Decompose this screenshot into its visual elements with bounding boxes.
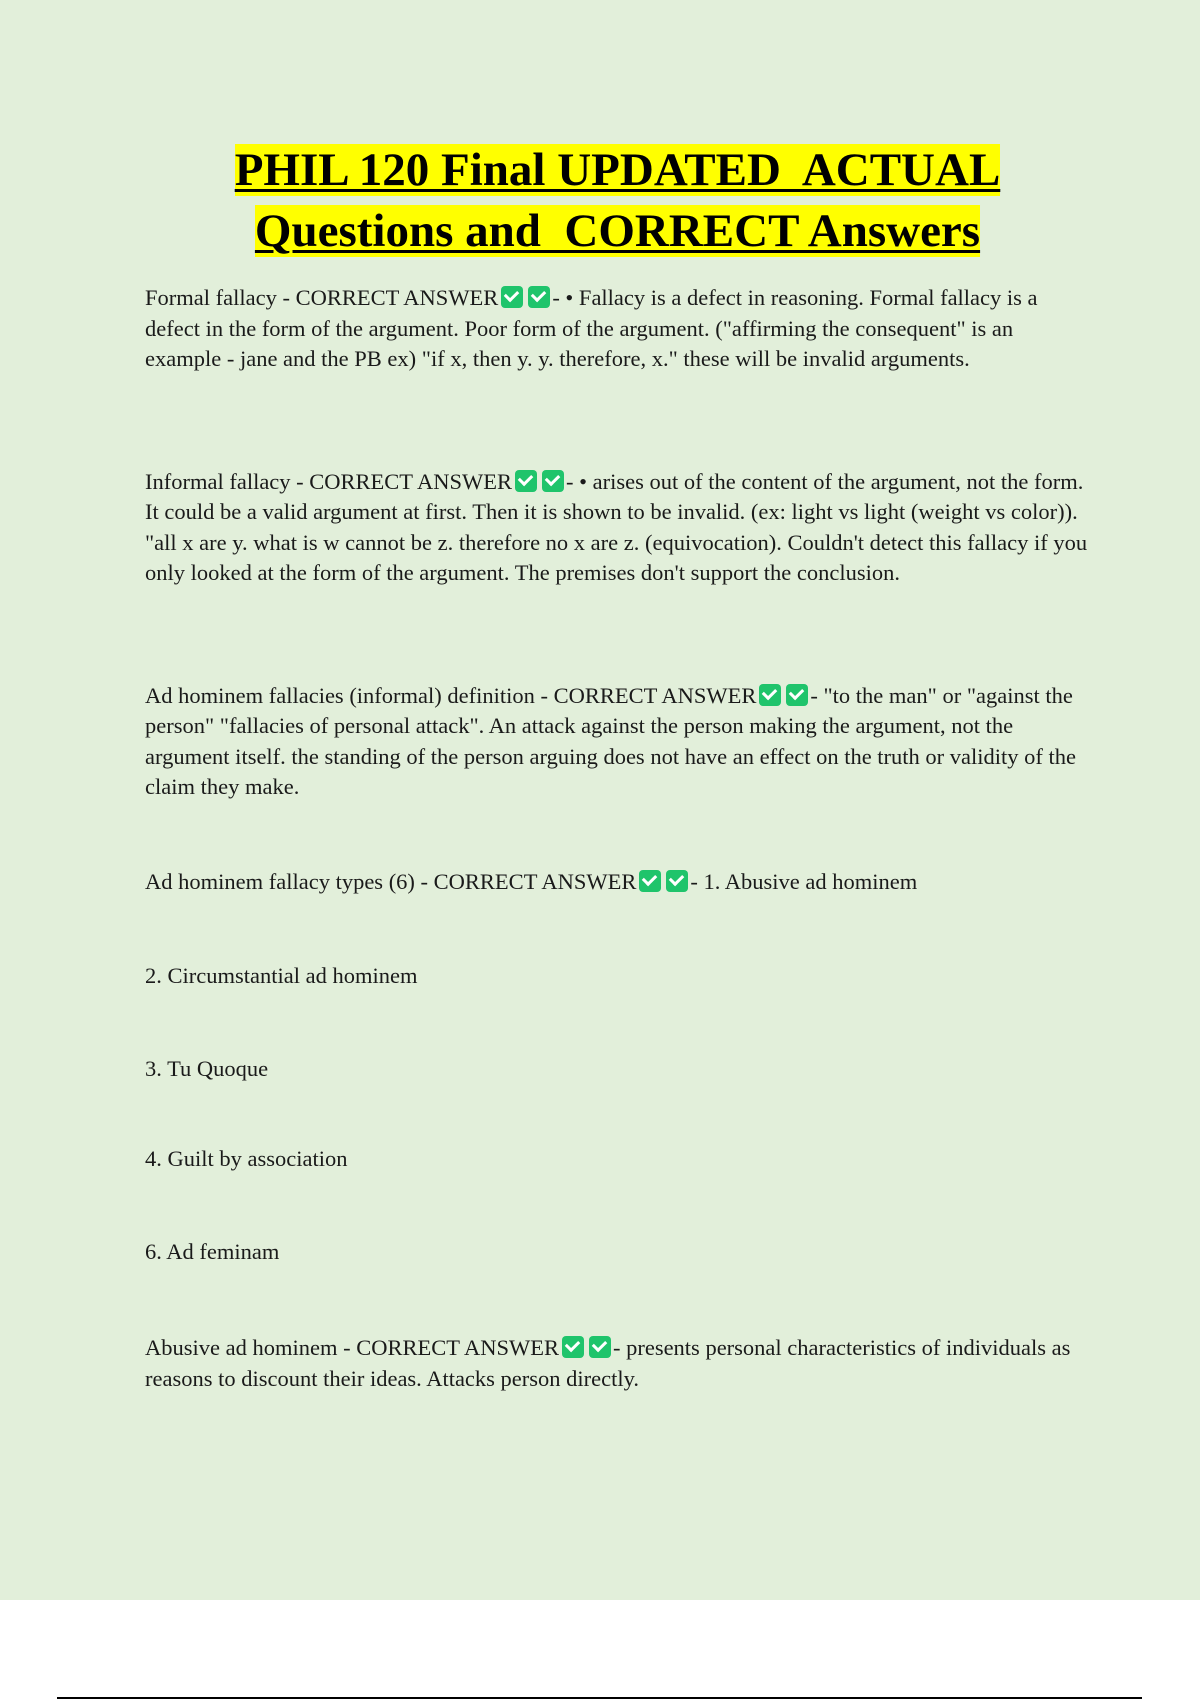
list-item: 6. Ad feminam <box>145 1238 280 1264</box>
list-item: 4. Guilt by association <box>145 1146 348 1171</box>
footer-rule <box>57 1697 1142 1699</box>
check-square-icon <box>666 870 688 892</box>
title-line-2: Questions and CORRECT Answers <box>254 205 981 257</box>
entry-formal-fallacy <box>145 283 1090 375</box>
entry-ad-hominem-types <box>145 867 1090 898</box>
entry-term: Formal fallacy - CORRECT ANSWER <box>145 285 499 310</box>
entry-term: Ad hominem fallacy types (6) - CORRECT ANSWER <box>145 868 637 894</box>
entry-answer: - 1. Abusive ad hominem <box>690 868 918 894</box>
check-square-icon <box>528 286 550 308</box>
entry-term: Abusive ad hominem - CORRECT ANSWER <box>145 1335 559 1360</box>
entry-ad-hominem-definition <box>145 681 1090 803</box>
check-square-icon <box>515 470 537 492</box>
list-item: 3. Tu Quoque <box>145 1055 269 1081</box>
entry-answer: - presents personal characteristics of individuals as reasons to discount their ideas. Attacks person directly. <box>145 1335 1071 1391</box>
check-square-icon <box>589 1336 611 1358</box>
check-square-icon <box>639 870 661 892</box>
entry-answer: - • arises out of the content of the argument, not the form. It could be a valid argument at first. Then it is shown to be invalid. (ex: light vs light (weight vs color)). "all x are y. what is w cannot be z. therefore no x are z. (equivocation). Couldn't detect this fallacy if you only looked at the form of the argument. The premises don't support the conclusion. <box>145 468 1088 585</box>
entry-answer: - "to the man" or "against the person" "fallacies of personal attack". An attack against the person making the argument, not the argument itself. the standing of the person arguing does not have an effect on the truth or validity of the claim they make. <box>145 682 1077 799</box>
entry-abusive-ad-hominem <box>145 1333 1090 1394</box>
document-body <box>145 283 1090 1394</box>
check-square-icon <box>501 286 523 308</box>
entry-term: Informal fallacy - CORRECT ANSWER <box>145 468 513 494</box>
entry-answer: - • Fallacy is a defect in reasoning. Formal fallacy is a defect in the form of the argument. Poor form of the argument. ("affirming the consequent" is an example - jane and the PB ex) "if x, then y. y. therefore, x." these will be invalid arguments. <box>145 285 1038 371</box>
title-line-1: PHIL 120 Final UPDATED ACTUAL <box>234 144 1001 196</box>
entry-term: Ad hominem fallacies (informal) definition - CORRECT ANSWER <box>145 682 757 708</box>
entry-informal-fallacy <box>145 467 1090 589</box>
document-title <box>0 140 1200 262</box>
check-square-icon <box>786 684 808 706</box>
list-item: 2. Circumstantial ad hominem <box>145 963 418 988</box>
check-square-icon <box>542 470 564 492</box>
check-square-icon <box>562 1336 584 1358</box>
check-square-icon <box>759 684 781 706</box>
